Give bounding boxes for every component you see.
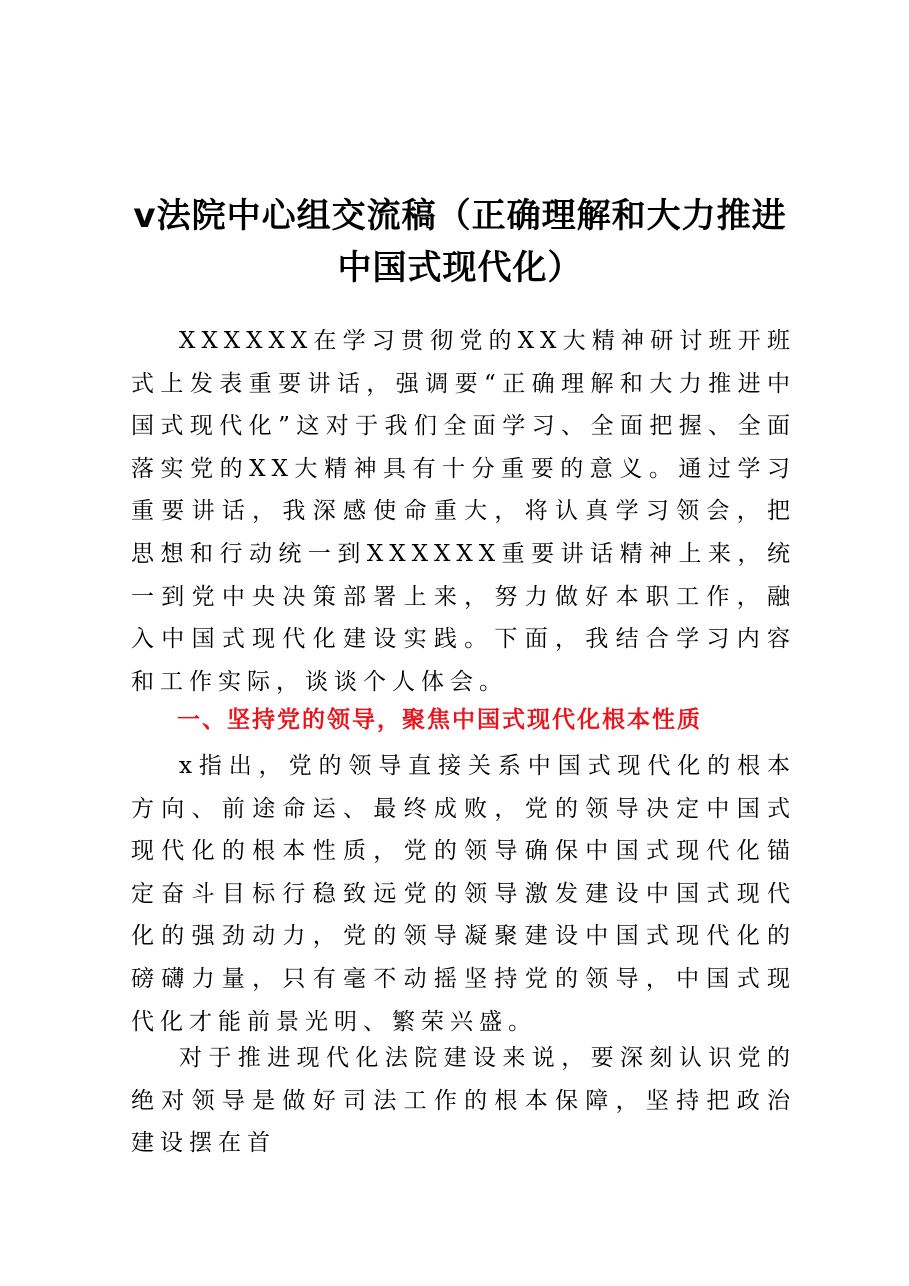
title-line-2: 中国式现代化） xyxy=(337,248,583,288)
section-heading-1: 一、坚持党的领导，聚焦中国式现代化根本性质 xyxy=(177,707,702,733)
paragraph-section1-continued: 对于推进现代化法院建设来说，要深刻认识党的绝对领导是做好司法工作的根本保障，坚持把政治建设摆在首 xyxy=(131,1045,796,1157)
paragraph-intro: XXXXXX在学习贯彻党的XX大精神研讨班开班式上发表重要讲话，强调要“正确理解和大力推进中国式现代化”这对于我们全面学习、全面把握、全面落实党的XX大精神具有十分重要的意义。通过学习重要讲话，我深感使命重大，将认真学习领会，把思想和行动统一到XXXXXX重要讲话精神上来，统一到党中央决策部署上来，努力做好本职工作，融入中国式现代化建设实践。下面，我结合学习内容和工作实际，谈谈个人体会。 xyxy=(131,328,796,695)
document-title xyxy=(120,190,800,294)
title-line-1: v法院中心组交流稿（正确理解和大力推进 xyxy=(133,196,787,236)
paragraph-section1-body: x指出，党的领导直接关系中国式现代化的根本方向、前途命运、最终成败，党的领导决定中国式现代化的根本性质，党的领导确保中国式现代化锚定奋斗目标行稳致远党的领导激发建设中国式现代化的强劲动力，党的领导凝聚建设中国式现代化的磅礴力量，只有毫不动摇坚持党的领导，中国式现代化才能前景光明、繁荣兴盛。 xyxy=(131,753,796,1035)
